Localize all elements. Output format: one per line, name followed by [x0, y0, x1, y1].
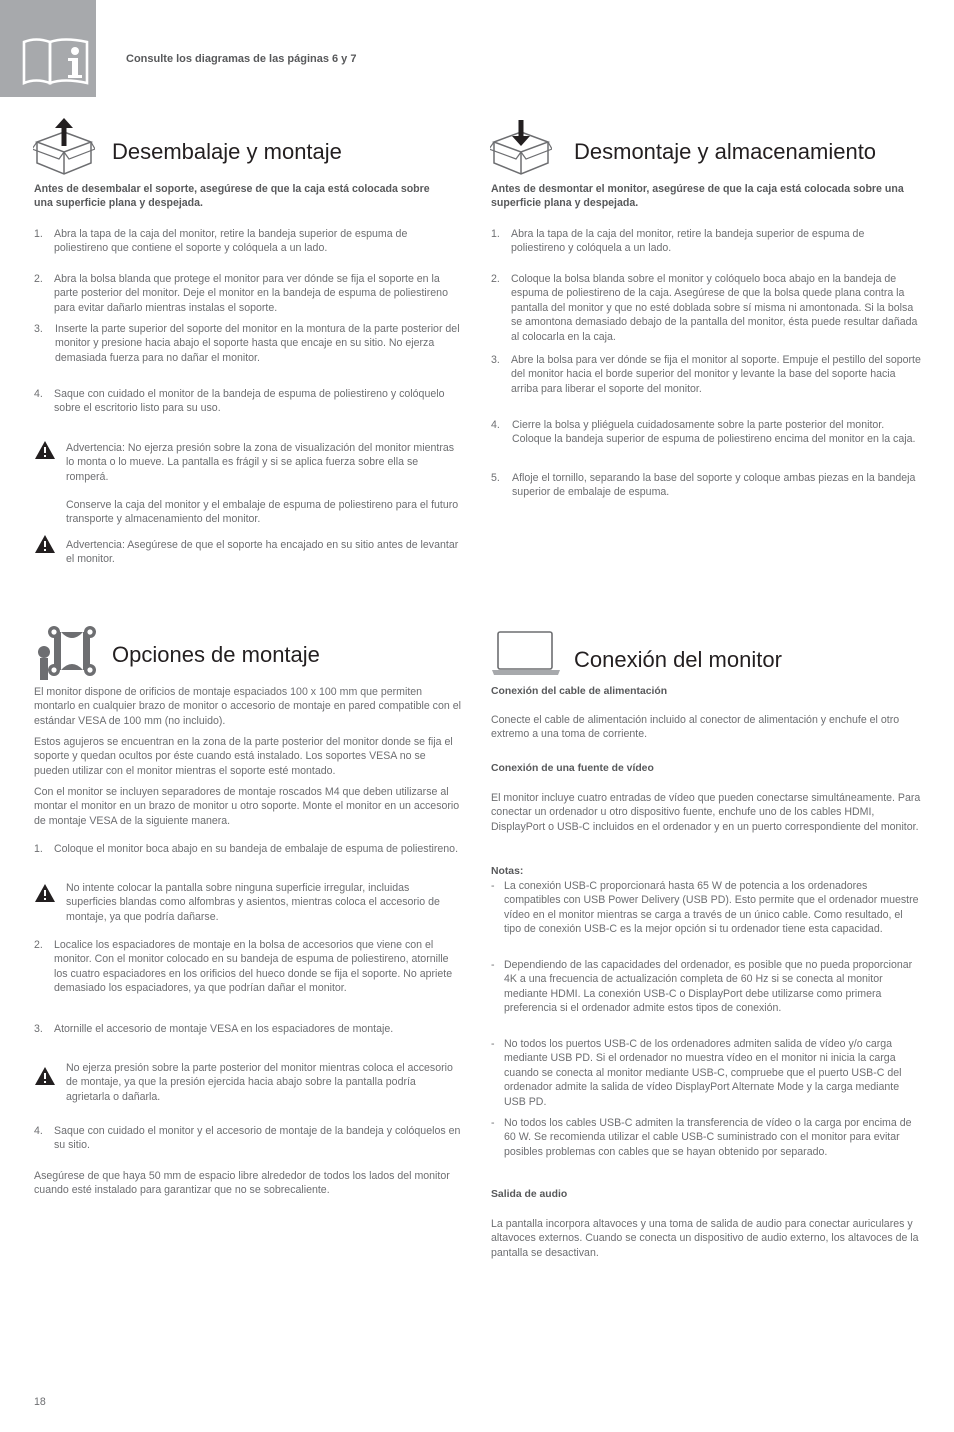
step-text: Coloque el monitor boca abajo en su bandeja de embalaje de espuma de poliestireno. — [54, 843, 459, 855]
step-text: Cierre la bolsa y pliéguela cuidadosamente sobre la parte posterior del monitor. Coloque la bandeja superior de espuma de poliestireno encima del monitor en la caja. — [512, 419, 916, 446]
step-text: Abre la bolsa para ver dónde se fija el monitor al soporte. Empuje el pestillo del soporte del monitor hacia el borde superior del monitor y levante la base del soporte hacia arriba para liberar el soporte del monitor. — [511, 354, 921, 395]
power-text: Conecte el cable de alimentación incluido al conector de alimentación y enchufe el otro extremo a una toma de corriente. — [491, 714, 900, 741]
mounting-step — [34, 1022, 464, 1036]
step-number: 4. — [34, 388, 43, 400]
step-number: 2. — [34, 273, 43, 285]
bullet-dash: - — [491, 1117, 495, 1129]
unpack-step — [34, 322, 464, 365]
mounting-paragraph: Con el monitor se incluyen separadores de montaje roscados M4 que deben utilizarse al montar el monitor en un brazo de monitor u otro soporte. Monte el monitor en un accesorio de montaje VESA de la siguiente manera. — [34, 786, 460, 827]
step-text: Localice los espaciadores de montaje en la bolsa de accesorios que viene con el monitor. Con el monitor colocado en su bandeja de espuma de poliestireno, atornille los cuatro espaciadores en los orificios del hueco donde se fija el soporte. No apriete demasiado los espaciadores, ya que podrían dañar el monitor. — [54, 939, 453, 995]
warning-icon — [34, 1066, 56, 1091]
step-number: 4. — [34, 1125, 43, 1137]
note-text: No todos los puertos USB-C de los ordenadores admiten salida de vídeo y/o carga mediante USB PD. Si el ordenador no muestra vídeo en el monitor ni inicia la carga cuando se conecta al monitor mediante USB-C, compruebe que el puerto USB-C del ordenador admite la salida de vídeo DisplayPort Alternate Mode y la carga mediante USB PD. — [504, 1038, 902, 1108]
warning-icon — [34, 440, 56, 465]
info-manual-icon-box — [0, 0, 96, 97]
step-number: 1. — [34, 843, 43, 855]
bullet-dash: - — [491, 1038, 495, 1050]
audio-heading: Salida de audio — [491, 1189, 568, 1200]
bullet-dash: - — [491, 959, 495, 971]
section-title-unpack: Desembalaje y montaje — [112, 139, 342, 164]
unpack-warning-stand: Advertencia: Asegúrese de que el soporte ha encajado en su sitio antes de levantar el monitor. — [66, 539, 459, 566]
section-title-mounting: Opciones de montaje — [112, 642, 320, 667]
bullet-dash: - — [491, 880, 495, 892]
dismount-step — [491, 471, 921, 500]
mounting-step — [34, 1124, 464, 1153]
box-store-icon — [490, 118, 552, 181]
power-heading: Conexión del cable de alimentación — [491, 686, 668, 697]
step-number: 3. — [491, 354, 500, 366]
diagram-reference-note: Consulte los diagramas de las páginas 6 y 7 — [126, 53, 357, 65]
warning-icon — [34, 883, 56, 908]
step-number: 2. — [34, 939, 43, 951]
dismount-step — [491, 353, 921, 396]
note-item — [491, 879, 921, 937]
mounting-warning-pressure: No ejerza presión sobre la parte posterior del monitor mientras coloca el accesorio de montaje, ya que la presión ejercida hacia abajo sobre la pantalla podría agrietarla o dañarla. — [66, 1062, 453, 1103]
unpack-keep-packaging-note: Conserve la caja del monitor y el embalaje de espuma de poliestireno para el futuro transporte y almacenamiento del monitor. — [66, 499, 459, 526]
step-number: 1. — [34, 228, 43, 240]
dismount-step — [491, 418, 921, 447]
note-text: No todos los cables USB-C admiten la transferencia de vídeo o la carga por encima de 60 W. Se recomienda utilizar el cable USB-C suministrado con el monitor para evitar posibles problemas con cables que se hayan obtenido por separado. — [504, 1117, 912, 1158]
note-text: Dependiendo de las capacidades del ordenador, es posible que no pueda proporcionar 4K a una frecuencia de actualización completa de 60 Hz si se conecta al monitor mediante HDMI. La conexión USB-C o DisplayPort debe utilizarse como primera preferencia si el ordenador admite estos tipos de conexión. — [504, 959, 913, 1015]
video-text: El monitor incluye cuatro entradas de vídeo que pueden conectarse simultáneamente. Para conectar un ordenador u otro dispositivo fuente, enchufe uno de los cables HDMI, DisplayPort o USB-C incluidos en el ordenador y en un puerto correspondiente del monitor. — [491, 792, 921, 833]
step-number: 5. — [491, 472, 500, 484]
page-number: 18 — [34, 1396, 46, 1408]
step-text: Saque con cuidado el monitor y el accesorio de montaje de la bandeja y colóquelos en su sitio. — [54, 1125, 461, 1152]
step-number: 3. — [34, 323, 43, 335]
dismount-step — [491, 272, 921, 344]
book-info-icon — [0, 0, 96, 97]
dismount-intro: Antes de desmontar el monitor, asegúrese de que la caja está colocada sobre una superficie plana y despejada. — [491, 183, 904, 209]
step-text: Abra la tapa de la caja del monitor, retire la bandeja superior de espuma de poliestireno que contiene el soporte y colóquela a un lado. — [54, 228, 408, 255]
notes-heading: Notas: — [491, 866, 524, 877]
step-number: 2. — [491, 273, 500, 285]
dismount-step — [491, 227, 921, 256]
laptop-icon — [490, 628, 562, 683]
unpack-warning-display: Advertencia: No ejerza presión sobre la zona de visualización del monitor mientras lo monta o lo mueve. La pantalla es frágil y si se aplica fuerza sobre ella se romperá. — [66, 442, 455, 483]
step-text: Afloje el tornillo, separando la base del soporte y coloque ambas piezas en la bandeja superior de embalaje de espuma. — [512, 472, 916, 499]
mounting-paragraph: Estos agujeros se encuentran en la zona de la parte posterior del monitor donde se fija el soporte y quedan ocultos por éste cuando está instalado. Los soportes VESA no se pueden utilizar con el monitor mientras el soporte esté montado. — [34, 736, 453, 777]
mounting-paragraph: El monitor dispone de orificios de montaje espaciados 100 x 100 mm que permiten montarlo en cualquier brazo de monitor o accesorio de montaje en pared compatible con el estándar VESA de 100 mm (no incluido). — [34, 686, 461, 727]
step-text: Abra la bolsa blanda que protege el monitor para ver dónde se fija el soporte en la parte posterior del monitor. Deje el monitor en la bandeja de espuma de poliestireno para evitar dañarlo mientras instalas el soporte. — [54, 273, 448, 314]
step-text: Coloque la bolsa blanda sobre el monitor y colóquelo boca abajo en la bandeja de espuma de poliestireno de la caja. Asegúrese de que la bolsa quede plana contra la pantalla del monitor y que no esté doblada sobre sí misma ni amontonada. Si la bolsa se amontona demasiado debajo de la pantalla del monitor, ésta puede resultar dañada al colocarla en la caja. — [511, 273, 918, 343]
section-title-connection: Conexión del monitor — [574, 647, 782, 672]
unpack-step — [34, 227, 464, 256]
box-unpack-icon — [33, 118, 95, 181]
mounting-clearance-note: Asegúrese de que haya 50 mm de espacio libre alrededor de todos los lados del monitor cuando esté instalado para garantizar que no se sobrecaliente. — [34, 1170, 450, 1197]
step-number: 4. — [491, 419, 500, 431]
section-title-dismount: Desmontaje y almacenamiento — [574, 139, 877, 164]
unpack-intro: Antes de desembalar el soporte, asegúrese de que la caja está colocada sobre una superficie plana y despejada. — [34, 183, 430, 209]
warning-icon — [34, 534, 56, 559]
step-text: Inserte la parte superior del soporte del monitor en la montura de la parte posterior del monitor y presione hacia abajo el soporte hasta que encaje en su sitio. No ejerza demasiada fuerza para no dañar el monitor. — [55, 323, 460, 364]
unpack-step — [34, 272, 464, 315]
step-text: Atornille el accesorio de montaje VESA en los espaciadores de montaje. — [54, 1023, 394, 1035]
audio-text: La pantalla incorpora altavoces y una toma de salida de audio para conectar auriculares y altavoces externos. Cuando se conecta un dispositivo de audio externo, los altavoces de la pantalla se desactivan. — [491, 1218, 919, 1259]
step-number: 1. — [491, 228, 500, 240]
mounting-step — [34, 938, 464, 996]
step-text: Abra la tapa de la caja del monitor, retire la bandeja superior de espuma de poliestireno y colóquela a un lado. — [511, 228, 865, 255]
step-number: 3. — [34, 1023, 43, 1035]
note-item — [491, 1116, 921, 1159]
mounting-step — [34, 842, 464, 856]
step-text: Saque con cuidado el monitor de la bandeja de espuma de poliestireno y colóquelo sobre el escritorio listo para su uso. — [54, 388, 445, 415]
vesa-mount-icon — [34, 626, 98, 687]
unpack-step — [34, 387, 464, 416]
mounting-warning-surface: No intente colocar la pantalla sobre ninguna superficie irregular, incluidas superficies blandas como alfombras y asientos, mientras coloca el accesorio de montaje, ya que podría dañarse. — [66, 882, 440, 923]
video-heading: Conexión de una fuente de vídeo — [491, 763, 654, 774]
note-item — [491, 1037, 921, 1109]
note-text: La conexión USB-C proporcionará hasta 65 W de potencia a los ordenadores compatibles con USB Power Delivery (USB PD). Esto permite que el ordenador muestre vídeo en el monitor mientras se carga a través de un único cable. Como resultado, el tipo de conexión USB-C es la mejor opción si tu ordenador tiene esta capacidad. — [504, 880, 919, 936]
note-item — [491, 958, 921, 1016]
